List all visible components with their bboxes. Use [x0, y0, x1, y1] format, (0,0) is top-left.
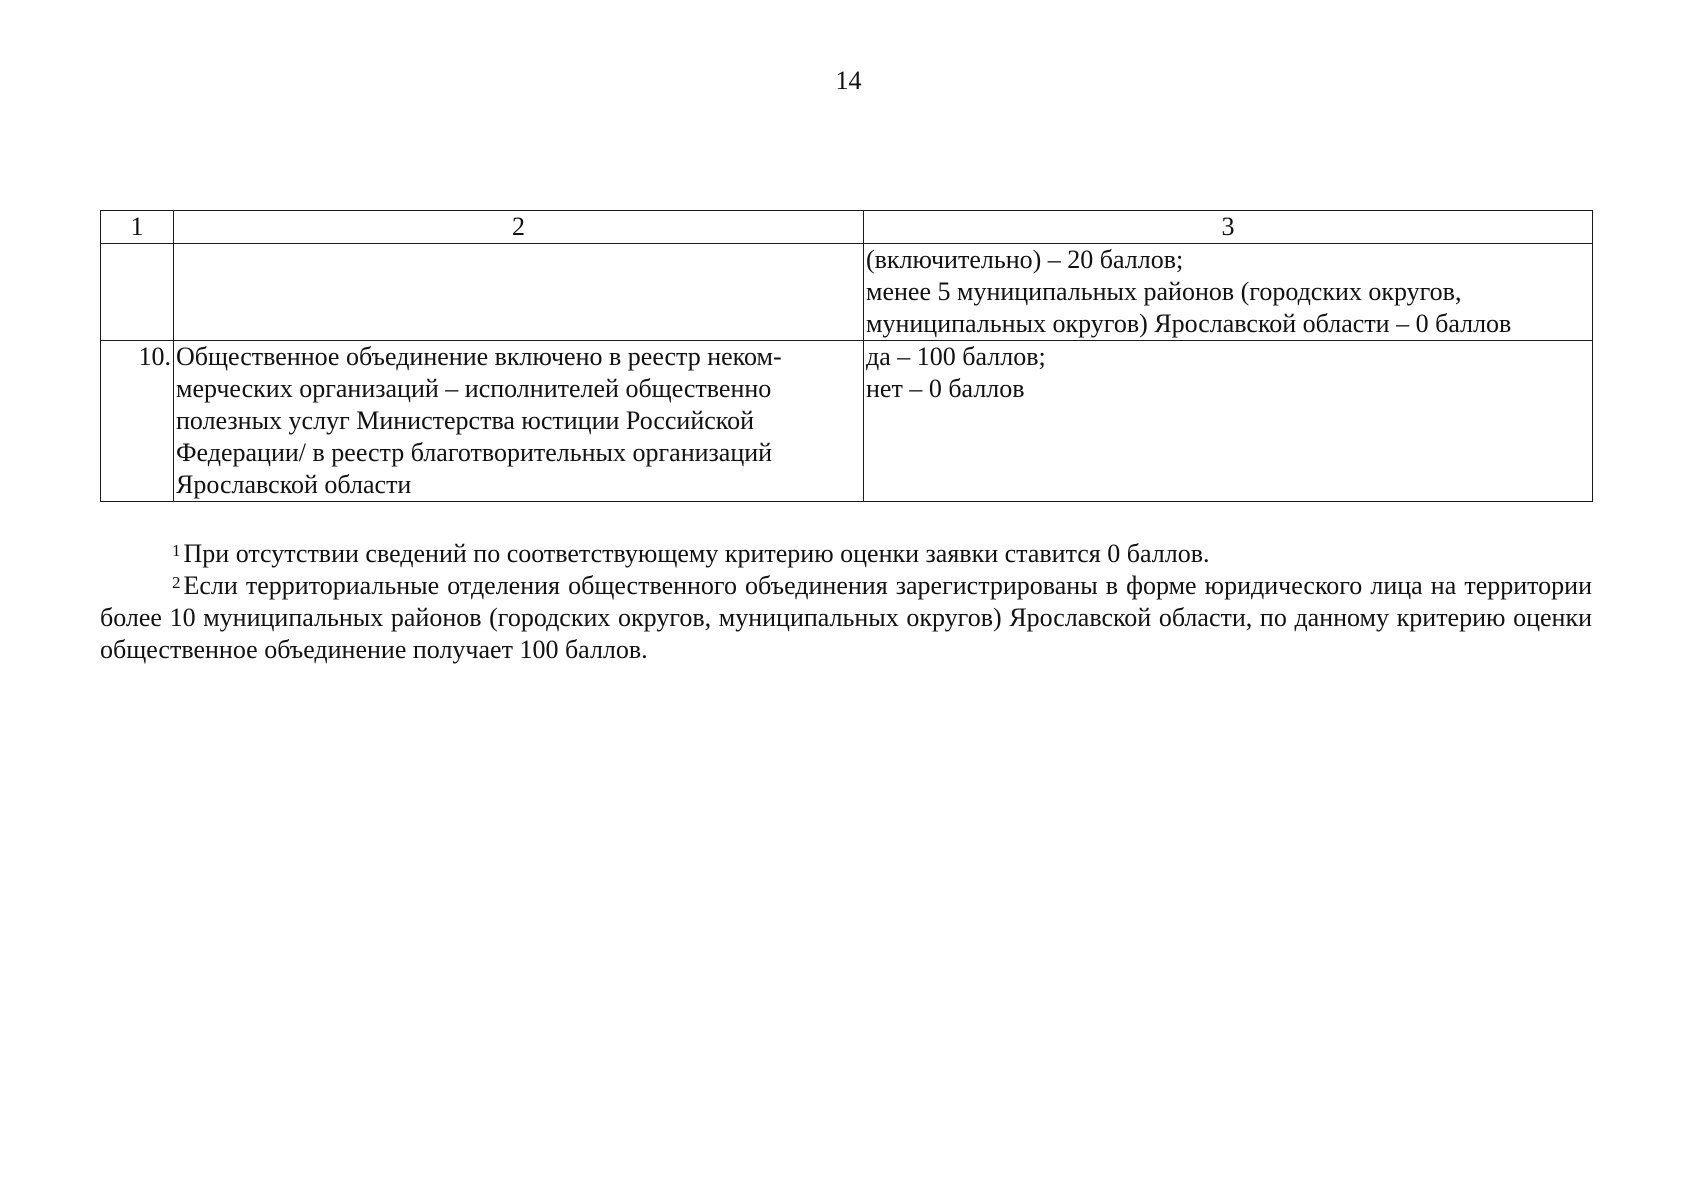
- footnote-text: Если территориальные отделения общественного объединения зарегистрированы в форме юридического лица на территории более 10 муниципальных районов (городских округов, муниципальных округов) Ярославской области, по данному критерию оценки общественное объединение получает 100 баллов.: [100, 571, 1592, 664]
- row-number-cell: [101, 244, 174, 341]
- column-header-2: 2: [174, 211, 864, 244]
- table-row: [101, 341, 1593, 502]
- page-number: 14: [835, 66, 862, 95]
- criterion-cell: [174, 244, 864, 341]
- score-cell: [864, 244, 1593, 341]
- footnote-mark: 1: [172, 541, 181, 560]
- table-row: [101, 244, 1593, 341]
- criterion-cell: [174, 341, 864, 502]
- footnote-2: [100, 570, 1592, 666]
- column-header-3: 3: [864, 211, 1593, 244]
- criterion-line: полезных услуг Министерства юстиции Российской: [176, 406, 755, 435]
- footnote-1: [100, 538, 1592, 570]
- criterion-line: Ярославской области: [176, 470, 412, 499]
- row-number-cell: 10.: [101, 341, 174, 502]
- score-line: менее 5 муниципальных районов (городских округов,: [866, 277, 1462, 306]
- criterion-line: мерческих организаций – исполнителей общественно: [176, 374, 772, 403]
- criterion-line: Общественное объединение включено в реестр неком-: [176, 342, 782, 371]
- criterion-line: Федерации/ в реестр благотворительных организаций: [176, 438, 773, 467]
- score-line: муниципальных округов) Ярославской области – 0 баллов: [866, 309, 1512, 338]
- column-header-1: 1: [101, 211, 174, 244]
- footnotes: [100, 538, 1592, 666]
- footnote-text: При отсутствии сведений по соответствующему критерию оценки заявки ставится 0 баллов.: [183, 539, 1210, 568]
- footnote-mark: 2: [172, 573, 181, 592]
- table-header-row: [101, 211, 1593, 244]
- score-line: нет – 0 баллов: [866, 374, 1025, 403]
- score-line: (включительно) – 20 баллов;: [866, 245, 1184, 274]
- score-cell: [864, 341, 1593, 502]
- criteria-table: [100, 210, 1593, 502]
- score-line: да – 100 баллов;: [866, 342, 1046, 371]
